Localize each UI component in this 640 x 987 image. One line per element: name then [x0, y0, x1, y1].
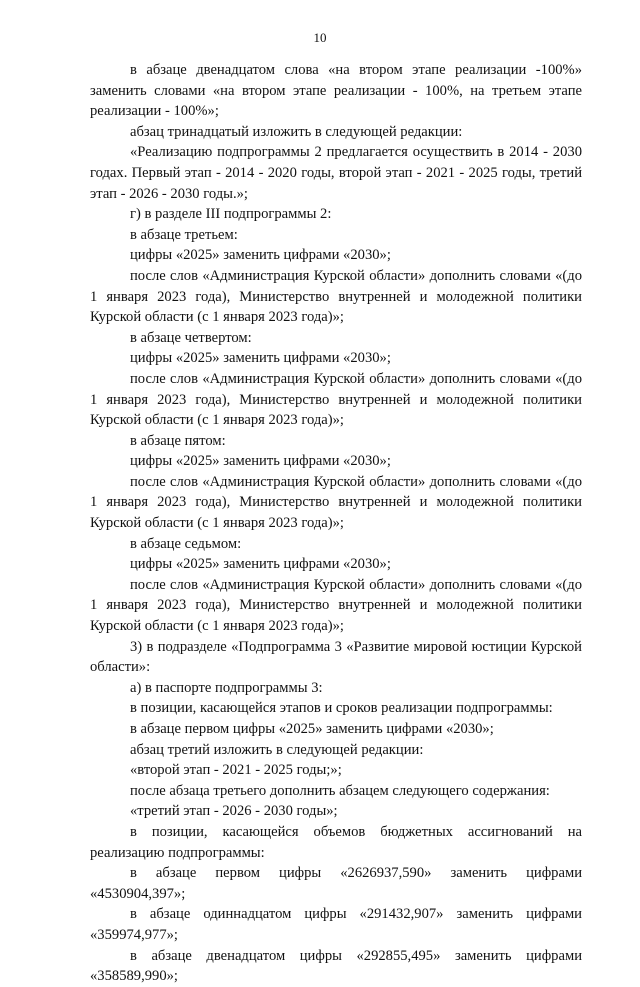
paragraph: в абзаце двенадцатом цифры «292855,495» заменить цифрами «358589,990»;	[90, 947, 582, 985]
paragraph: в абзаце первом цифры «2626937,590» заменить цифрами «4530904,397»;	[90, 865, 582, 902]
paragraph: г) в разделе III подпрограммы 2:	[130, 206, 332, 223]
paragraph: цифры «2025» заменить цифрами «2030»;	[130, 453, 391, 470]
paragraph: «третий этап - 2026 - 2030 годы»;	[130, 803, 338, 820]
paragraph: в абзаце одиннадцатом цифры «291432,907» заменить цифрами «359974,977»;	[90, 906, 582, 943]
paragraph: 3) в подразделе «Подпрограмма 3 «Развитие мировой юстиции Курской области»:	[90, 638, 582, 676]
document-body	[90, 60, 582, 987]
paragraph: в абзаце седьмом:	[130, 535, 242, 552]
paragraph: в абзаце двенадцатом слова «на втором этапе реализации -100%» заменить словами «на втором этапе реализации - 100%, на третьем этапе реализации - 100%»;	[90, 62, 582, 120]
paragraph: в позиции, касающейся объемов бюджетных ассигнований на реализацию подпрограммы:	[90, 823, 582, 861]
paragraph: цифры «2025» заменить цифрами «2030»;	[130, 556, 391, 573]
paragraph: «Реализацию подпрограммы 2 предлагается осуществить в 2014 - 2030 годах. Первый этап - 2014 - 2020 годы, второй этап - 2021 - 2025 годы, третий этап - 2026 - 2030 годы.»;	[90, 144, 582, 202]
paragraph: после слов «Администрация Курской области» дополнить словами «(до 1 января 2023 года), Министерство внутренней и молодежной политики Курской области (с 1 января 2023 года)»;	[90, 576, 582, 635]
paragraph: а) в паспорте подпрограммы 3:	[130, 679, 323, 696]
paragraph: в абзаце четвертом:	[130, 329, 252, 346]
paragraph: в абзаце третьем:	[130, 226, 238, 243]
paragraph: цифры «2025» заменить цифрами «2030»;	[130, 247, 391, 264]
page-number: 10	[313, 30, 327, 45]
paragraph: абзац тринадцатый изложить в следующей редакции:	[130, 123, 463, 140]
paragraph: после слов «Администрация Курской области» дополнить словами «(до 1 января 2023 года), Министерство внутренней и молодежной политики Курской области (с 1 января 2023 года)»;	[90, 267, 582, 326]
paragraph: в абзаце первом цифры «2025» заменить цифрами «2030»;	[130, 721, 494, 737]
paragraph: абзац третий изложить в следующей редакции:	[130, 741, 424, 758]
paragraph: после слов «Администрация Курской области» дополнить словами «(до 1 января 2023 года), Министерство внутренней и молодежной политики Курской области (с 1 января 2023 года)»;	[90, 473, 582, 532]
paragraph: после абзаца третьего дополнить абзацем следующего содержания:	[130, 782, 550, 799]
paragraph: после слов «Администрация Курской области» дополнить словами «(до 1 января 2023 года), Министерство внутренней и молодежной политики Курской области (с 1 января 2023 года)»;	[90, 370, 582, 429]
paragraph: «второй этап - 2021 - 2025 годы;»;	[130, 762, 342, 779]
paragraph: в позиции, касающейся этапов и сроков реализации подпрограммы:	[130, 700, 553, 717]
paragraph: цифры «2025» заменить цифрами «2030»;	[130, 350, 391, 367]
paragraph: в абзаце пятом:	[130, 432, 226, 449]
